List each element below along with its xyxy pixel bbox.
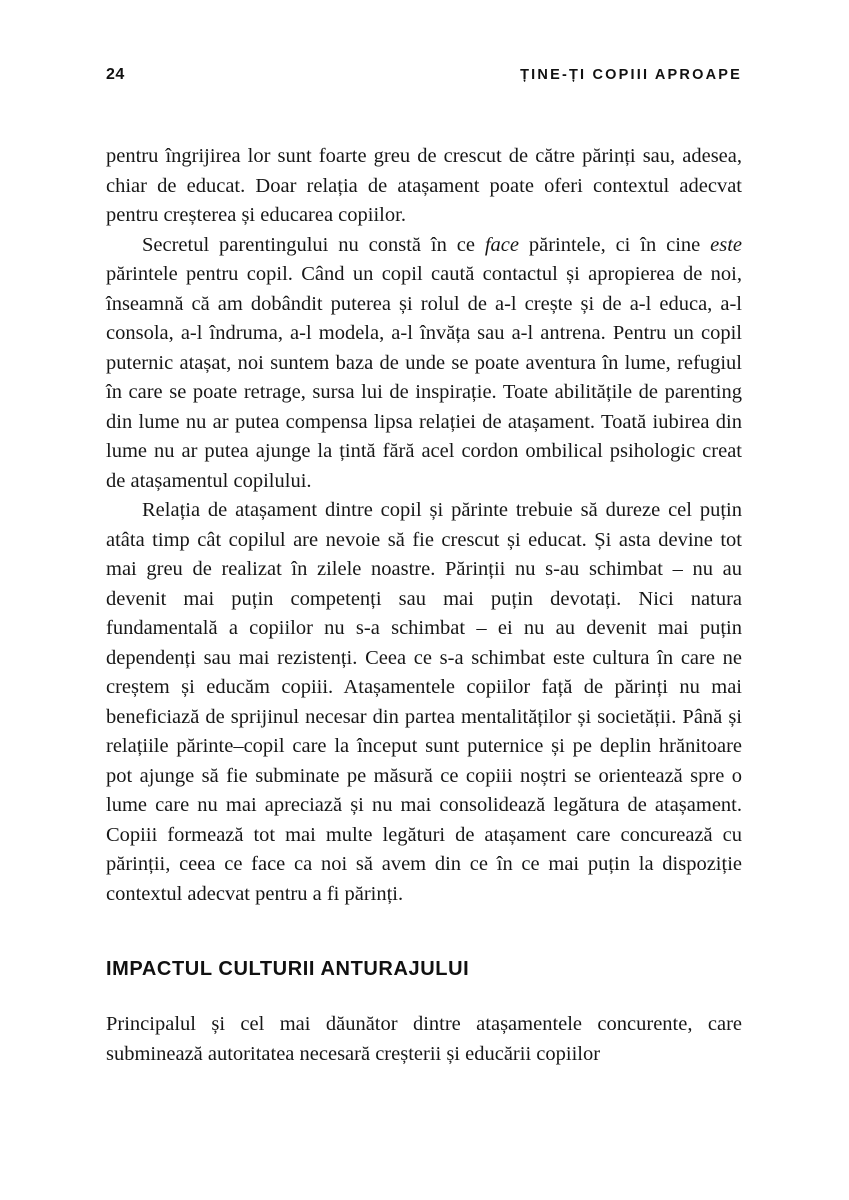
body-text-block <box>106 142 742 909</box>
running-title: ȚINE-ȚI COPIII APROAPE <box>520 67 742 83</box>
paragraph <box>106 496 742 909</box>
text-segment: Principalul și cel mai dăunător dintre atașamentele concurente, care subminează autoritatea necesară creșterii și educării copiilor <box>106 1013 742 1065</box>
paragraph <box>106 142 742 231</box>
running-header <box>106 66 742 84</box>
text-segment: pentru îngrijirea lor sunt foarte greu de crescut de către părinți sau, adesea, chiar de educat. Doar relația de atașament poate oferi contextul adecvat pentru creșterea și educarea copiilor. <box>106 145 742 226</box>
text-segment: Secretul parentingului nu constă în ce <box>142 233 485 256</box>
text-segment: părintele pentru copil. Când un copil caută contactul și apropierea de noi, înseamnă că am dobândit puterea și rolul de a-l crește și de a-l educa, a-l consola, a-l îndruma, a-l modela, a-l învăța sau a-l antrena. Pentru un copil puternic atașat, noi suntem baza de unde se poate aventura în lume, refugiul în care se poate retrage, sursa lui de inspirație. Toate abilitățile de parenting din lume nu ar putea compensa lipsa relației de atașament. Toată iubirea din lume nu ar putea ajunge la țintă fără acel cordon ombilical psihologic creat de atașamentul copilului. <box>106 263 742 492</box>
paragraph <box>106 231 742 497</box>
text-segment: părintele, ci în cine <box>518 233 711 256</box>
italic-text: este <box>710 233 742 256</box>
paragraph <box>106 1010 742 1069</box>
text-segment: Relația de atașament dintre copil și părinte trebuie să dureze cel puțin atâta timp cât copilul are nevoie să fie crescut și educat. Și asta devine tot mai greu de realizat în zilele noastre. Părinții nu s-au schimbat – nu au devenit mai puțin competenți sau mai puțin devotați. Nici natura fundamentală a copiilor nu s-a schimbat – ei nu au devenit mai puțin dependenți sau mai rezistenți. Ceea ce s-a schimbat este cultura în care ne creștem și educăm copiii. Atașamentele copiilor față de părinți nu mai beneficiază de sprijinul necesar din partea mentalităților și societății. Până și relațiile părinte–copil care la început sunt puternice și pe deplin hrănitoare pot ajunge să fie subminate pe măsură ce copiii noștri se orientează spre o lume care nu mai apreciază și nu mai consolidează legătura de atașament. Copiii formează tot mai multe legături de atașament care concurează cu părinții, ceea ce face ca noi să avem din ce în ce mai puțin la dispoziție contextul adecvat pentru a fi părinți. <box>106 499 742 905</box>
italic-text: face <box>484 233 519 256</box>
page-number: 24 <box>106 66 125 83</box>
section-heading: IMPACTUL CULTURII ANTURAJULUI <box>106 958 470 980</box>
body-text-after-heading <box>106 1010 742 1069</box>
